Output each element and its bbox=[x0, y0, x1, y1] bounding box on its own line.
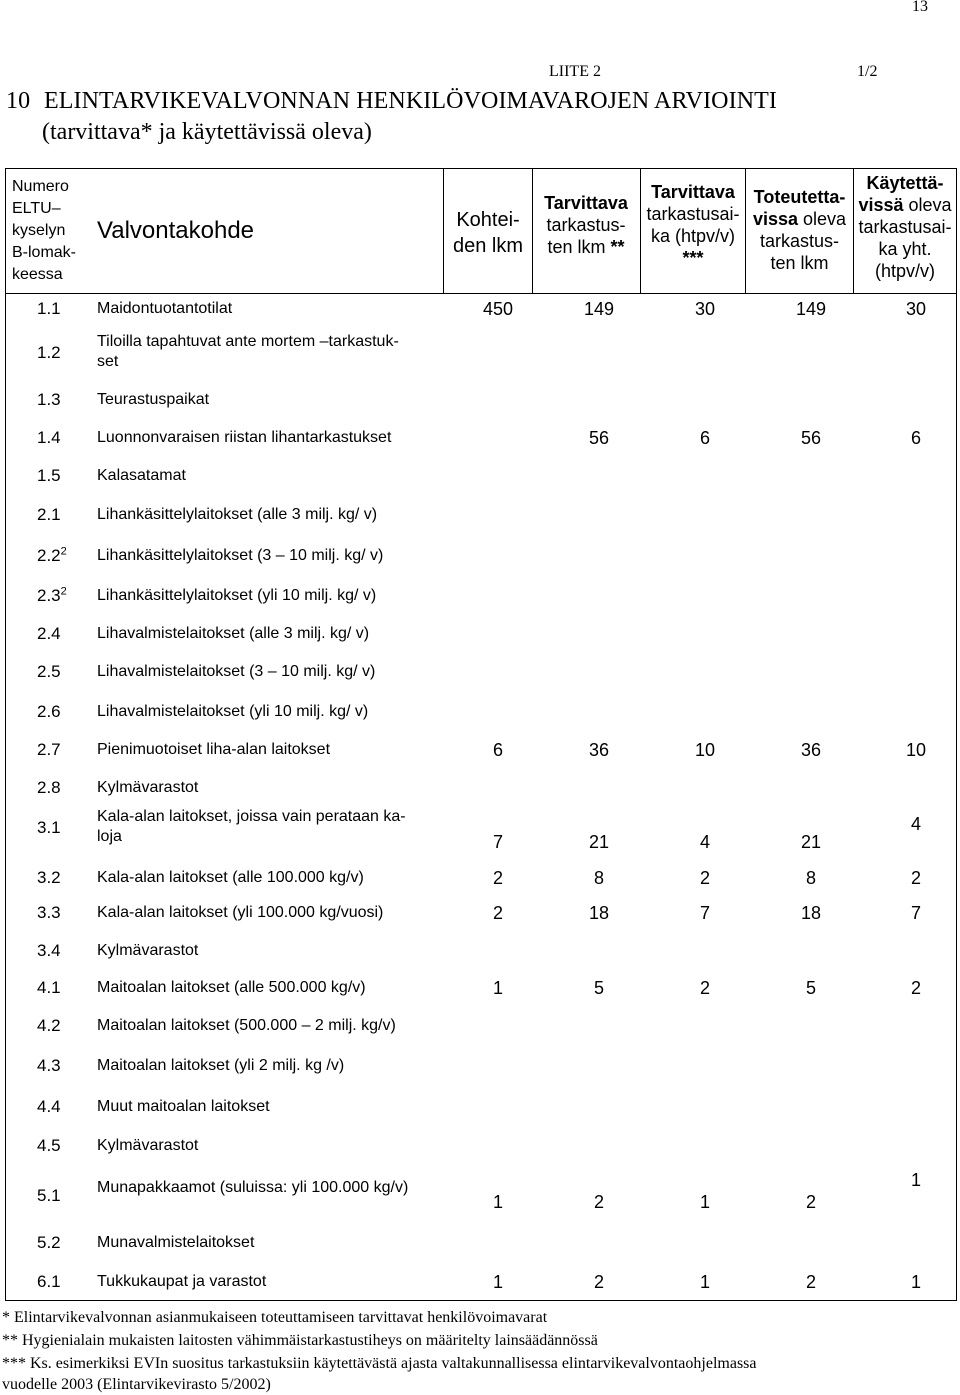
header-number: Numero ELTU– kyselyn B-lomak- keessa bbox=[12, 178, 77, 283]
row-number-text: 2.6 bbox=[37, 702, 61, 721]
row-label bbox=[97, 778, 198, 798]
header-tarvittava-lkm: Tarvittava tarkastus- ten lkm ** bbox=[544, 193, 628, 257]
row-number-text: 2.5 bbox=[37, 662, 61, 681]
row-number-text: 1.2 bbox=[37, 343, 61, 362]
row-number bbox=[37, 1136, 61, 1156]
row-number-text: 3.4 bbox=[37, 941, 61, 960]
row-number bbox=[37, 1056, 61, 1076]
row-label-line: Muut maitoalan laitokset bbox=[97, 1098, 270, 1115]
row-value: 2 bbox=[593, 1192, 604, 1212]
row-number bbox=[37, 624, 61, 644]
row-label bbox=[97, 546, 383, 566]
row-label-line: loja bbox=[97, 828, 122, 845]
row-number-text: 2.3 bbox=[37, 586, 61, 605]
row-number bbox=[37, 740, 61, 760]
row-label bbox=[97, 807, 406, 847]
row-number bbox=[37, 299, 61, 319]
row-footnote-mark: 2 bbox=[60, 545, 67, 558]
header-valvontakohde: Valvontakohde bbox=[97, 217, 255, 244]
row-value: 2 bbox=[805, 1192, 816, 1212]
row-number bbox=[37, 978, 61, 998]
row-value: 2 bbox=[910, 978, 921, 998]
row-value: 1 bbox=[492, 1192, 503, 1212]
row-number bbox=[37, 586, 67, 606]
row-number-text: 1.5 bbox=[37, 466, 61, 485]
row-number-text: 3.1 bbox=[37, 818, 61, 837]
row-label-line: Lihankäsittelylaitokset (yli 10 milj. kg/ v) bbox=[97, 587, 377, 604]
row-value: 8 bbox=[593, 868, 604, 888]
row-number bbox=[37, 546, 67, 566]
row-label-line: Lihankäsittelylaitokset (3 – 10 milj. kg/ v) bbox=[97, 547, 384, 564]
row-number bbox=[37, 903, 61, 923]
page-number: 13 bbox=[912, 0, 928, 15]
row-label bbox=[97, 740, 330, 760]
row-label-line: Lihankäsittelylaitokset (alle 3 milj. kg/ v) bbox=[97, 506, 378, 523]
document-title bbox=[6, 87, 777, 115]
row-number bbox=[37, 1097, 61, 1117]
row-label bbox=[97, 466, 186, 486]
row-number bbox=[37, 778, 61, 798]
row-label-line: Tukkukaupat ja varastot bbox=[97, 1273, 267, 1290]
row-value: 7 bbox=[699, 903, 710, 923]
row-number bbox=[37, 868, 61, 888]
row-label bbox=[97, 428, 391, 448]
row-value: 2 bbox=[593, 1272, 604, 1292]
row-number bbox=[37, 662, 61, 682]
row-label-line: Lihavalmistelaitokset (3 – 10 milj. kg/ v) bbox=[97, 663, 376, 680]
row-label bbox=[97, 1136, 198, 1156]
row-label bbox=[97, 941, 198, 961]
row-label bbox=[97, 299, 232, 319]
row-value: 8 bbox=[805, 868, 816, 888]
row-number bbox=[37, 1233, 61, 1253]
row-value: 2 bbox=[699, 978, 710, 998]
appendix-page: 1/2 bbox=[857, 63, 878, 80]
appendix-label: LIITE 2 bbox=[549, 63, 601, 80]
row-number-text: 3.2 bbox=[37, 868, 61, 887]
row-value: 4 bbox=[699, 832, 710, 852]
row-label bbox=[97, 1056, 344, 1076]
row-value: 7 bbox=[492, 832, 503, 852]
row-number bbox=[37, 343, 61, 363]
row-label bbox=[97, 586, 376, 606]
row-number bbox=[37, 466, 61, 486]
header-toteutettavissa: Toteutetta- vissa oleva tarkastus- ten lkm bbox=[752, 187, 847, 273]
row-label bbox=[97, 505, 377, 525]
row-number bbox=[37, 505, 61, 525]
row-label-line: Maitoalan laitokset (yli 2 milj. kg /v) bbox=[97, 1057, 345, 1074]
title-text: ELINTARVIKEVALVONNAN HENKILÖVOIMAVAROJEN ARVIOINTI bbox=[44, 88, 777, 114]
document-subtitle: (tarvittava* ja käytettävissä oleva) bbox=[42, 119, 372, 145]
row-footnote-mark: 2 bbox=[60, 585, 67, 598]
row-number-text: 1.4 bbox=[37, 428, 61, 447]
row-value: 10 bbox=[694, 740, 716, 760]
row-label-line: Pienimuotoiset liha-alan laitokset bbox=[97, 741, 331, 758]
row-label bbox=[97, 903, 383, 923]
row-value: 2 bbox=[492, 903, 503, 923]
row-label bbox=[97, 1097, 270, 1117]
row-value: 5 bbox=[805, 978, 816, 998]
row-label bbox=[97, 624, 369, 644]
row-label-line: Munapakkaamot (suluissa: yli 100.000 kg/v) bbox=[97, 1179, 409, 1196]
row-value: 21 bbox=[800, 832, 822, 852]
header-kaytettavissa: Käytettä- vissä oleva tarkastusai- ka yht. (htpv/v) bbox=[858, 173, 952, 281]
row-number bbox=[37, 428, 61, 448]
row-value: 5 bbox=[593, 978, 604, 998]
row-value: 1 bbox=[492, 1272, 503, 1292]
row-number-text: 5.2 bbox=[37, 1233, 61, 1252]
row-value: 450 bbox=[482, 299, 514, 319]
row-value: 36 bbox=[800, 740, 822, 760]
row-number-text: 4.4 bbox=[37, 1097, 61, 1116]
row-number-text: 3.3 bbox=[37, 903, 61, 922]
row-number bbox=[37, 702, 61, 722]
row-value: 56 bbox=[800, 428, 822, 448]
row-label-line: set bbox=[97, 353, 119, 370]
row-number-text: 4.5 bbox=[37, 1136, 61, 1155]
footnote-4: vuodelle 2003 (Elintarvikevirasto 5/2002) bbox=[2, 1376, 271, 1393]
row-value: 56 bbox=[588, 428, 610, 448]
header-tarvittava-aika: Tarvittava tarkastusai- ka (htpv/v) *** bbox=[646, 182, 740, 268]
row-value: 149 bbox=[795, 299, 827, 319]
row-value: 7 bbox=[910, 903, 921, 923]
row-number bbox=[37, 941, 61, 961]
row-label-line: Lihavalmistelaitokset (alle 3 milj. kg/ v) bbox=[97, 625, 370, 642]
row-label-line: Kala-alan laitokset, joissa vain perataan ka- bbox=[97, 808, 406, 825]
row-value: 2 bbox=[699, 868, 710, 888]
row-value: 10 bbox=[905, 740, 927, 760]
row-number-text: 4.1 bbox=[37, 978, 61, 997]
row-value: 18 bbox=[588, 903, 610, 923]
row-label bbox=[97, 332, 399, 372]
row-value: 1 bbox=[910, 1272, 921, 1292]
row-value: 6 bbox=[699, 428, 710, 448]
header-kohteiden-lkm: Kohtei- den lkm bbox=[452, 209, 524, 257]
row-label-line: Kylmävarastot bbox=[97, 1137, 199, 1154]
row-number-text: 2.8 bbox=[37, 778, 61, 797]
row-value: 1 bbox=[699, 1272, 710, 1292]
row-value: 1 bbox=[492, 978, 503, 998]
row-label-line: Maitoalan laitokset (500.000 – 2 milj. kg/v) bbox=[97, 1017, 396, 1034]
footnote-1: * Elintarvikevalvonnan asianmukaiseen toteuttamiseen tarvittavat henkilövoimavarat bbox=[2, 1309, 548, 1326]
row-label-line: Munavalmistelaitokset bbox=[97, 1234, 255, 1251]
row-number-text: 4.3 bbox=[37, 1056, 61, 1075]
row-label bbox=[97, 1272, 266, 1292]
row-label bbox=[97, 662, 375, 682]
row-value: 149 bbox=[583, 299, 615, 319]
row-label bbox=[97, 978, 366, 998]
row-number-text: 2.1 bbox=[37, 505, 61, 524]
row-value: 2 bbox=[492, 868, 503, 888]
row-label bbox=[97, 1178, 408, 1198]
row-value: 6 bbox=[492, 740, 503, 760]
row-label-line: Luonnonvaraisen riistan lihantarkastukset bbox=[97, 429, 392, 446]
row-label bbox=[97, 390, 209, 410]
row-value: 2 bbox=[805, 1272, 816, 1292]
row-label bbox=[97, 1233, 254, 1253]
row-number-text: 5.1 bbox=[37, 1186, 61, 1205]
row-value: 4 bbox=[910, 814, 921, 834]
row-label-line: Kylmävarastot bbox=[97, 942, 199, 959]
row-number-text: 2.2 bbox=[37, 546, 61, 565]
row-label-line: Lihavalmistelaitokset (yli 10 milj. kg/ v) bbox=[97, 703, 369, 720]
row-label-line: Maidontuotantotilat bbox=[97, 300, 233, 317]
row-value: 1 bbox=[699, 1192, 710, 1212]
row-label-line: Kala-alan laitokset (alle 100.000 kg/v) bbox=[97, 869, 364, 886]
row-value: 18 bbox=[800, 903, 822, 923]
row-value: 36 bbox=[588, 740, 610, 760]
row-number-text: 4.2 bbox=[37, 1016, 61, 1035]
row-label-line: Kylmävarastot bbox=[97, 779, 199, 796]
row-value: 21 bbox=[588, 832, 610, 852]
footnote-2: ** Hygienialain mukaisten laitosten vähimmäistarkastustiheys on määritelty lainsäädännössä bbox=[2, 1332, 598, 1349]
footnote-3: *** Ks. esimerkiksi EVIn suositus tarkastuksiin käytettävästä ajasta valtakunnallisessa elintarvikevalvontaohjelmassa bbox=[2, 1355, 757, 1372]
title-number: 10 bbox=[6, 88, 31, 114]
row-label-line: Maitoalan laitokset (alle 500.000 kg/v) bbox=[97, 979, 366, 996]
row-number bbox=[37, 1016, 61, 1036]
row-number-text: 2.7 bbox=[37, 740, 61, 759]
row-number bbox=[37, 818, 61, 838]
row-number bbox=[37, 1186, 61, 1206]
row-label bbox=[97, 868, 364, 888]
row-number-text: 1.3 bbox=[37, 390, 61, 409]
row-number-text: 1.1 bbox=[37, 299, 61, 318]
row-label-line: Kalasatamat bbox=[97, 467, 186, 484]
row-value: 30 bbox=[694, 299, 716, 319]
row-label bbox=[97, 702, 368, 722]
row-label-line: Kala-alan laitokset (yli 100.000 kg/vuosi) bbox=[97, 904, 384, 921]
row-value: 6 bbox=[910, 428, 921, 448]
row-number bbox=[37, 390, 61, 410]
row-value: 30 bbox=[905, 299, 927, 319]
row-number-text: 2.4 bbox=[37, 624, 61, 643]
row-value: 1 bbox=[910, 1170, 921, 1190]
row-number bbox=[37, 1272, 61, 1292]
row-label-line: Tiloilla tapahtuvat ante mortem –tarkastuk- bbox=[97, 333, 399, 350]
row-number-text: 6.1 bbox=[37, 1272, 61, 1291]
row-label bbox=[97, 1016, 396, 1036]
row-label-line: Teurastuspaikat bbox=[97, 391, 210, 408]
row-value: 2 bbox=[910, 868, 921, 888]
